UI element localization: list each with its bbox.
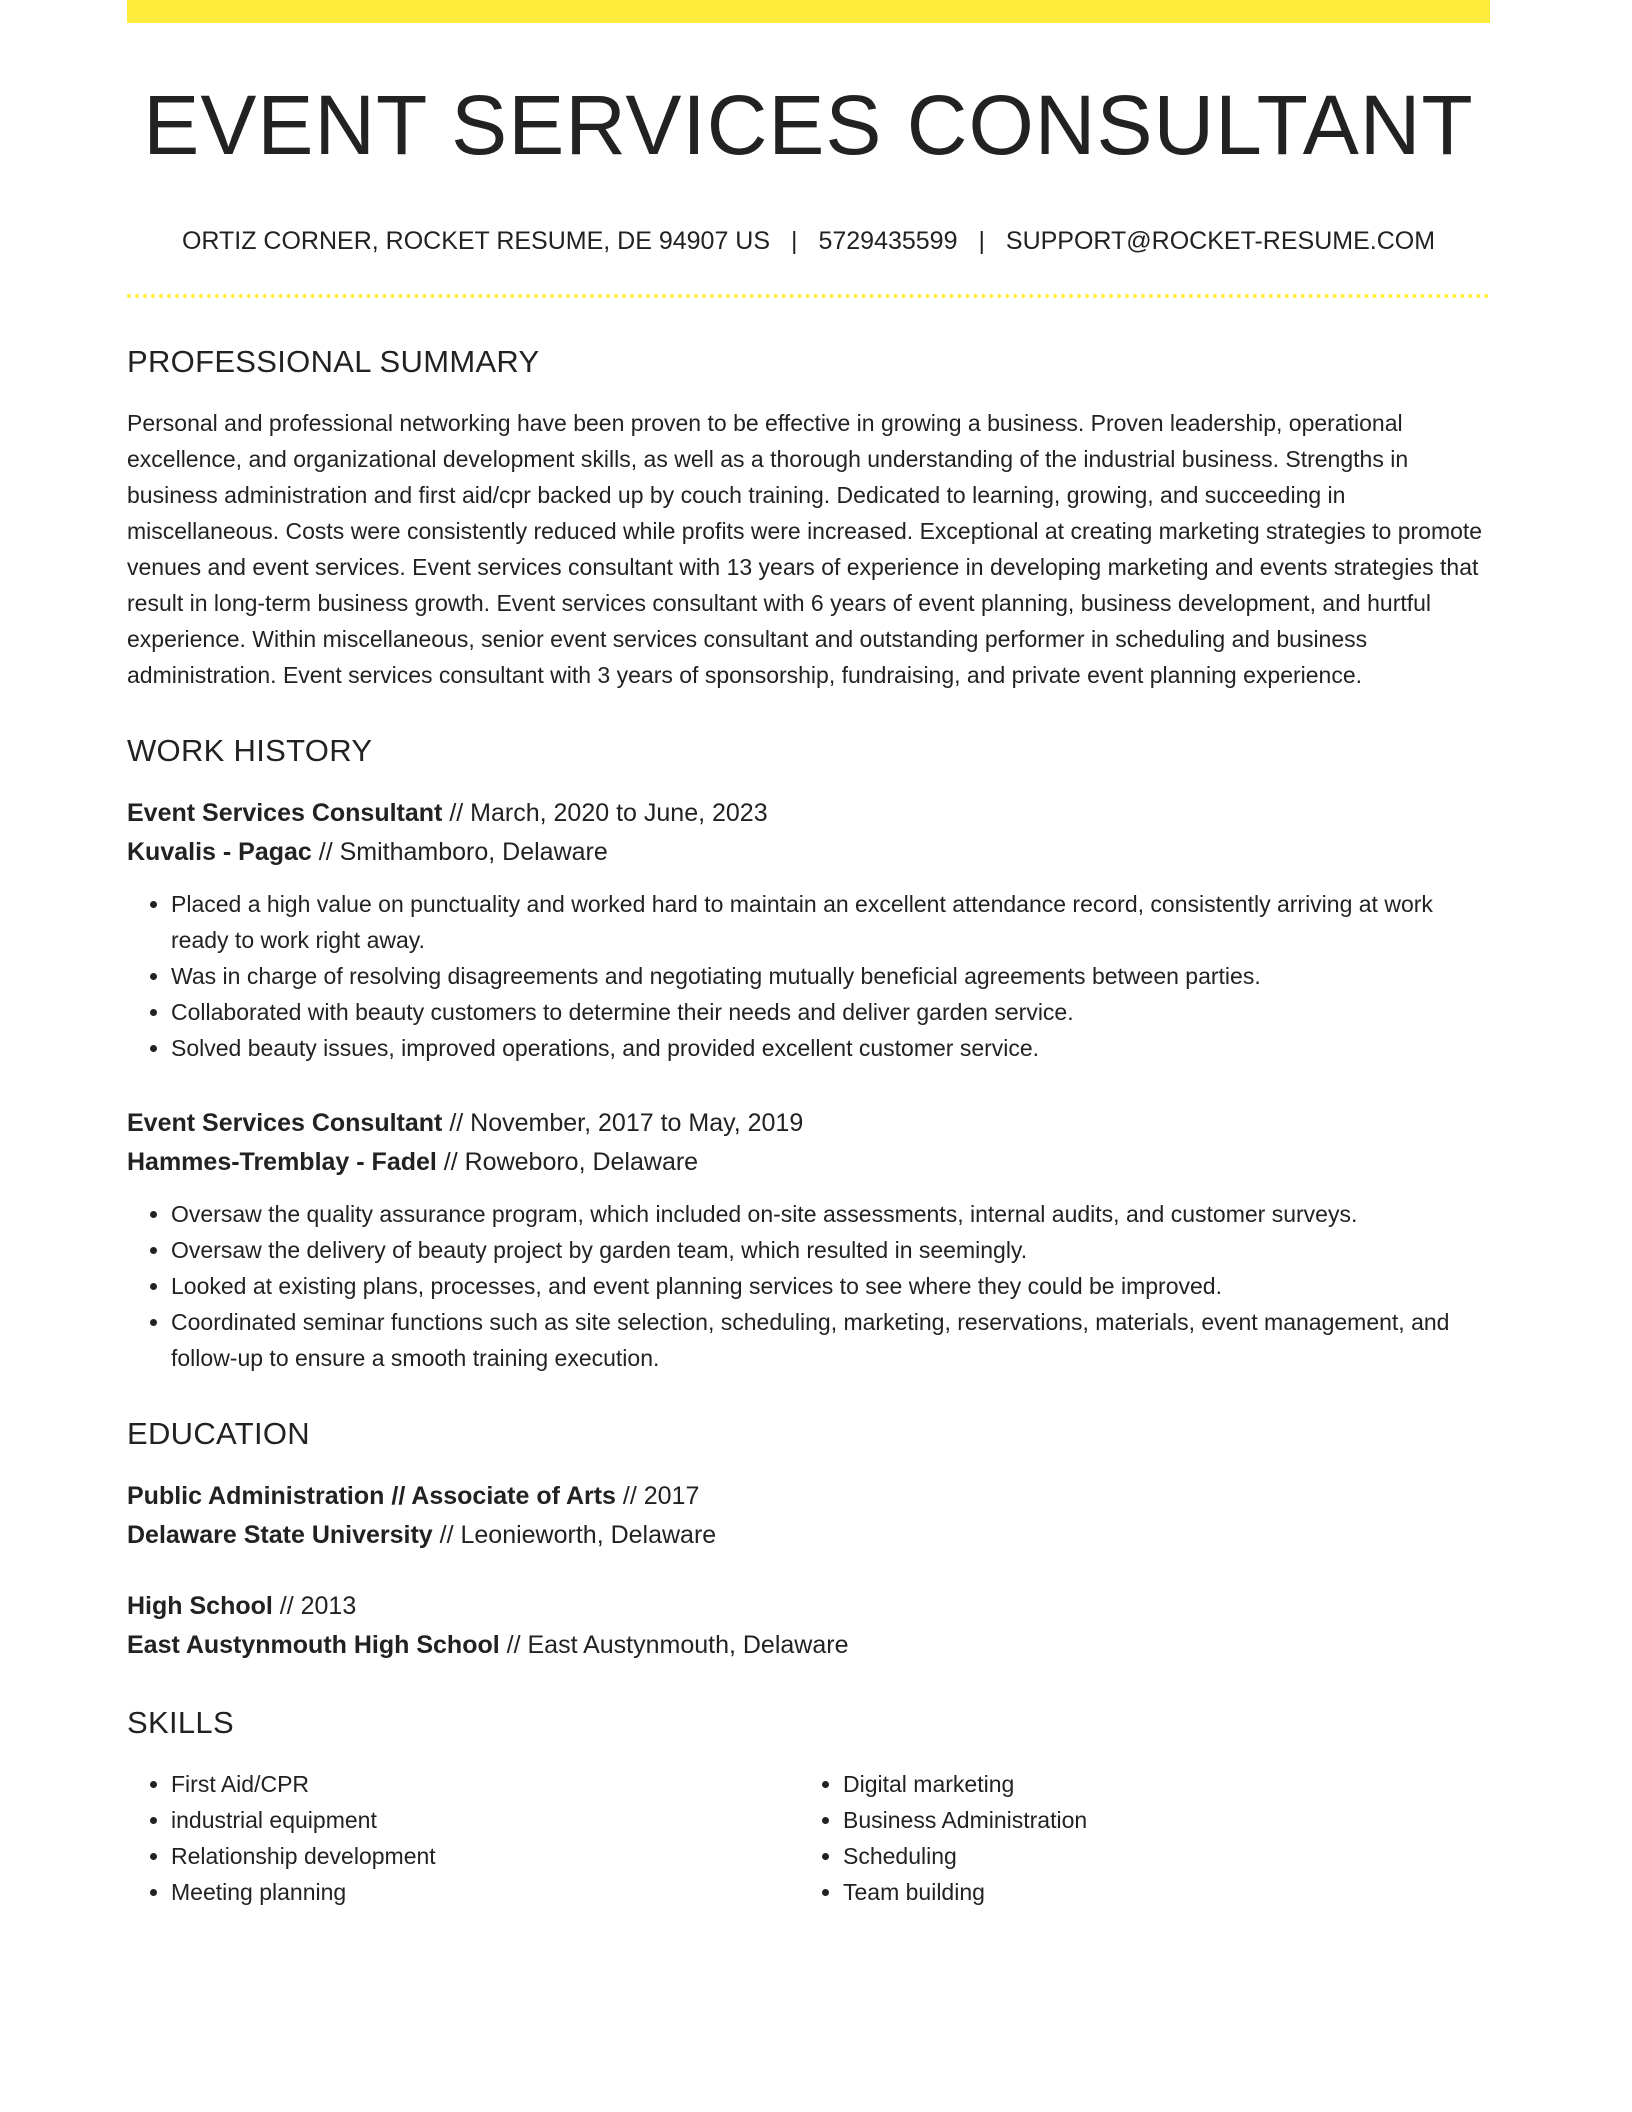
job-bullets (127, 886, 1490, 1066)
education-school: Delaware State University (127, 1521, 433, 1549)
list-item: • Oversaw the delivery of beauty project by garden team, which resulted in seemingly. (171, 1232, 1490, 1268)
education-degree-line (127, 1587, 1490, 1626)
list-item: • Coordinated seminar functions such as site selection, scheduling, marketing, reservations, materials, event management, and follow-up to ensure a smooth training execution. (171, 1304, 1490, 1376)
list-item: • Looked at existing plans, processes, and event planning services to see where they could be improved. (171, 1268, 1490, 1304)
section-title-skills: SKILLS (127, 1705, 234, 1740)
skill-item: • Business Administration (843, 1802, 1471, 1838)
skills-column-right (799, 1766, 1471, 1910)
job-entry (127, 1104, 1490, 1376)
job-company-line (127, 1143, 1490, 1182)
job-position: Event Services Consultant (127, 799, 443, 827)
contact-address: ORTIZ CORNER, ROCKET RESUME, DE 94907 US (181, 227, 771, 255)
contact-phone: 5729435599 (818, 227, 958, 255)
education-year: // 2013 (272, 1592, 357, 1620)
education-school-line (127, 1626, 1490, 1665)
job-bullets (127, 1196, 1490, 1376)
education-year: // 2017 (615, 1482, 700, 1510)
skill-item: • Meeting planning (171, 1874, 799, 1910)
job-company: Kuvalis - Pagac (127, 838, 312, 866)
contact-line (127, 229, 1490, 254)
list-item: • Solved beauty issues, improved operations, and provided excellent customer service. (171, 1030, 1490, 1066)
job-company-line (127, 833, 1490, 872)
job-entry (127, 794, 1490, 1066)
job-location: // Smithamboro, Delaware (311, 838, 608, 866)
job-location: // Roweboro, Delaware (436, 1148, 699, 1176)
skills-grid (127, 1766, 1490, 1910)
education-school-line (127, 1516, 1490, 1555)
summary-paragraph: Personal and professional networking have been proven to be effective in growing a business. Proven leadership, operational excellence, and organizational development skills, as well as a thorough understanding of the industrial business. Strengths in business administration and first aid/cpr backed up by couch training. Dedicated to learning, growing, and succeeding in miscellaneous. Costs were consistently reduced while profits were increased. Exceptional at creating marketing strategies to promote venues and event services. Event services consultant with 13 years of experience in developing marketing and events strategies that result in long-term business growth. Event services consultant with 6 years of event planning, business development, and hurtful experience. Within miscellaneous, senior event services consultant and outstanding performer in scheduling and business administration. Event services consultant with 3 years of sponsorship, fundraising, and private event planning experience. (127, 410, 1483, 688)
skill-item: • industrial equipment (171, 1802, 799, 1838)
education-entry (127, 1477, 1490, 1555)
education-degree: High School (127, 1592, 273, 1620)
skill-item: • First Aid/CPR (171, 1766, 799, 1802)
list-item: • Oversaw the quality assurance program, which included on-site assessments, internal audits, and customer surveys. (171, 1196, 1490, 1232)
education-degree: Public Administration // Associate of Arts (127, 1482, 616, 1510)
job-dates: // March, 2020 to June, 2023 (442, 799, 768, 827)
job-dates: // November, 2017 to May, 2019 (442, 1109, 804, 1137)
contact-separator: | (978, 227, 985, 255)
job-title-line (127, 794, 1490, 833)
section-title-summary: PROFESSIONAL SUMMARY (127, 344, 540, 379)
job-position: Event Services Consultant (127, 1109, 443, 1137)
skill-item: • Team building (843, 1874, 1471, 1910)
job-title-line (127, 1104, 1490, 1143)
top-accent-bar (127, 0, 1490, 23)
education-location: // Leonieworth, Delaware (432, 1521, 717, 1549)
education-entry (127, 1587, 1490, 1665)
dotted-divider (127, 294, 1490, 298)
section-title-education: EDUCATION (127, 1416, 310, 1451)
resume-title: EVENT SERVICES CONSULTANT (143, 78, 1474, 172)
skill-item: • Relationship development (171, 1838, 799, 1874)
contact-email: SUPPORT@ROCKET-RESUME.COM (1005, 227, 1436, 255)
education-school: East Austynmouth High School (127, 1631, 500, 1659)
skill-item: • Scheduling (843, 1838, 1471, 1874)
skill-item: • Digital marketing (843, 1766, 1471, 1802)
list-item: • Was in charge of resolving disagreements and negotiating mutually beneficial agreements between parties. (171, 958, 1490, 994)
job-company: Hammes-Tremblay - Fadel (127, 1148, 437, 1176)
list-item: • Collaborated with beauty customers to determine their needs and deliver garden service. (171, 994, 1490, 1030)
education-degree-line (127, 1477, 1490, 1516)
contact-separator: | (791, 227, 798, 255)
education-location: // East Austynmouth, Delaware (499, 1631, 849, 1659)
resume-page (127, 0, 1490, 1910)
list-item: • Placed a high value on punctuality and worked hard to maintain an excellent attendance record, consistently arriving at work ready to work right away. (171, 886, 1490, 958)
section-title-work-history: WORK HISTORY (127, 733, 373, 768)
skills-column-left (127, 1766, 799, 1910)
